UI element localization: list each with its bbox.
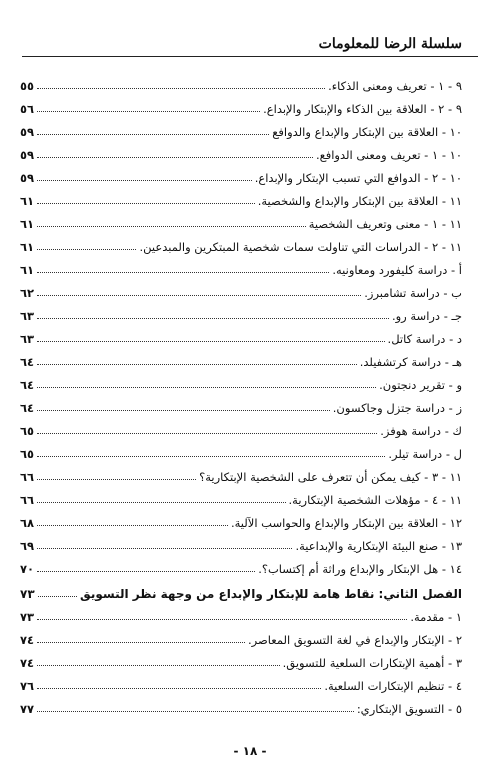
- entry-title: ٥ - التسويق الإبتكاري:: [356, 702, 462, 716]
- entry-title: ١٢ - العلاقة بين الإبتكار والإبداع والحواسب الآلية.: [230, 516, 462, 530]
- dot-leader: [37, 548, 292, 549]
- entry-page-number: ٦١: [20, 263, 35, 277]
- dot-leader: [38, 596, 77, 597]
- entry-title: ز - دراسة جتزل وجاكسون.: [332, 401, 462, 415]
- toc-entry: [20, 231, 462, 254]
- table-of-contents: [20, 70, 462, 716]
- toc-entry: [20, 601, 462, 624]
- dot-leader: [37, 387, 376, 388]
- entry-title: ٣ - أهمية الإبتكارات السلعية للتسويق.: [282, 656, 462, 670]
- entry-title: أ - دراسة كليفورد ومعاونيه.: [332, 263, 462, 277]
- toc-entry: [20, 415, 462, 438]
- entry-page-number: ٦٥: [20, 447, 35, 461]
- header-divider: [22, 56, 478, 57]
- entry-title: جـ - دراسة رو.: [391, 309, 462, 323]
- toc-entry: [20, 392, 462, 415]
- entry-page-number: ٧٠: [20, 562, 35, 576]
- dot-leader: [37, 249, 136, 250]
- dot-leader: [37, 571, 255, 572]
- entry-page-number: ٥٥: [20, 79, 35, 93]
- page-header: [0, 0, 500, 58]
- entry-page-number: ٦٣: [20, 309, 35, 323]
- dot-leader: [37, 665, 280, 666]
- dot-leader: [37, 88, 325, 89]
- entry-page-number: ٦٦: [20, 493, 35, 507]
- toc-entry: [20, 300, 462, 323]
- dot-leader: [37, 364, 357, 365]
- dot-leader: [37, 157, 313, 158]
- entry-page-number: ٧٦: [20, 679, 35, 693]
- entry-title: ١٠ - ١ - تعريف ومعنى الدوافع.: [315, 148, 462, 162]
- dot-leader: [37, 134, 269, 135]
- dot-leader: [37, 688, 321, 689]
- chapter-heading: الفصل الثاني: نقاط هامة للإبتكار والإبداع من وجهة نظر التسويق: [80, 587, 462, 601]
- toc-entry: [20, 254, 462, 277]
- entry-title: ٩ - ١ - تعريف ومعنى الذكاء.: [328, 79, 462, 93]
- toc-entry: [20, 162, 462, 185]
- toc-entry: [20, 507, 462, 530]
- entry-page-number: ٦٤: [20, 401, 35, 415]
- entry-page-number: ٦٥: [20, 424, 35, 438]
- entry-title: ك - دراسة هوفز.: [380, 424, 462, 438]
- toc-entry: [20, 70, 462, 93]
- entry-page-number: ٦٨: [20, 516, 35, 530]
- toc-entry: [20, 369, 462, 392]
- dot-leader: [37, 711, 354, 712]
- toc-entry: [20, 693, 462, 716]
- toc-entry: [20, 670, 462, 693]
- entry-title: ل - دراسة تيلر.: [388, 447, 462, 461]
- toc-entry: [20, 139, 462, 162]
- dot-leader: [37, 295, 361, 296]
- toc-entry: [20, 277, 462, 300]
- dot-leader: [37, 203, 255, 204]
- dot-leader: [37, 502, 285, 503]
- dot-leader: [37, 619, 407, 620]
- entry-title: د - دراسة كاتل.: [387, 332, 462, 346]
- entry-page-number: ٧٤: [20, 633, 35, 647]
- dot-leader: [37, 642, 245, 643]
- toc-entry: [20, 116, 462, 139]
- entry-title: ١٣ - صنع البيئة الإبتكارية والإبداعية.: [295, 539, 462, 553]
- toc-entry: [20, 624, 462, 647]
- dot-leader: [37, 318, 389, 319]
- toc-entry: [20, 323, 462, 346]
- toc-entry: [20, 530, 462, 553]
- entry-page-number: ٦١: [20, 217, 35, 231]
- entry-page-number: ٦١: [20, 194, 35, 208]
- entry-title: ٩ - ٢ - العلاقة بين الذكاء والإبتكار والإبداع.: [263, 102, 462, 116]
- entry-title: ١١ - العلاقة بين الإبتكار والإبداع والشخصية.: [257, 194, 462, 208]
- toc-entry: [20, 208, 462, 231]
- dot-leader: [37, 410, 330, 411]
- toc-entry: [20, 484, 462, 507]
- entry-title: ١١ - ١ - معنى وتعريف الشخصية: [308, 217, 462, 231]
- entry-title: ١٤ - هل الإبتكار والإبداع وراثة أم إكتساب؟.: [258, 562, 462, 576]
- page-number: - ١٨ -: [233, 744, 267, 758]
- series-title: سلسلة الرضا للمعلومات: [318, 36, 462, 52]
- chapter-heading-row: [20, 576, 462, 601]
- dot-leader: [37, 479, 196, 480]
- toc-entry: [20, 93, 462, 116]
- entry-title: ١١ - ٤ - مؤهلات الشخصية الإبتكارية.: [288, 493, 462, 507]
- toc-entry: [20, 438, 462, 461]
- entry-page-number: ٦٤: [20, 378, 35, 392]
- dot-leader: [37, 111, 260, 112]
- entry-title: و - تقرير دنجتون.: [379, 378, 462, 392]
- entry-title: ب - دراسة تشامبرز.: [364, 286, 462, 300]
- entry-title: ١٠ - ٢ - الدوافع التي تسبب الإبتكار والإبداع.: [254, 171, 462, 185]
- toc-entry: [20, 553, 462, 576]
- entry-page-number: ٥٩: [20, 148, 35, 162]
- entry-title: ١١ - ٣ - كيف يمكن أن تتعرف على الشخصية الإبتكارية؟: [199, 470, 462, 484]
- dot-leader: [37, 180, 252, 181]
- toc-entry: [20, 185, 462, 208]
- toc-entry: [20, 461, 462, 484]
- entry-page-number: ٦٤: [20, 355, 35, 369]
- dot-leader: [37, 341, 385, 342]
- dot-leader: [37, 456, 385, 457]
- entry-title: ٢ - الإبتكار والإبداع في لغة التسويق المعاصر.: [248, 633, 462, 647]
- dot-leader: [37, 433, 377, 434]
- entry-title: ١١ - ٢ - الدراسات التي تناولت سمات شخصية المبتكرين والمبدعين.: [139, 240, 462, 254]
- entry-title: ٤ - تنظيم الإبتكارات السلعية.: [324, 679, 462, 693]
- entry-page-number: ٦١: [20, 240, 35, 254]
- entry-title: هـ - دراسة كرتشفيلد.: [359, 355, 462, 369]
- entry-page-number: ٧٤: [20, 656, 35, 670]
- entry-page-number: ٦٣: [20, 332, 35, 346]
- dot-leader: [37, 525, 228, 526]
- toc-entries: [20, 70, 462, 576]
- entry-page-number: ٦٩: [20, 539, 35, 553]
- chapter-page-number: ٧٣: [20, 587, 35, 601]
- entry-page-number: ٦٢: [20, 286, 35, 300]
- toc-entry: [20, 346, 462, 369]
- dot-leader: [37, 226, 306, 227]
- entry-page-number: ٥٦: [20, 102, 35, 116]
- entry-title: ١٠ - العلاقة بين الإبتكار والإبداع والدوافع: [272, 125, 462, 139]
- dot-leader: [37, 272, 329, 273]
- chapter-entries: [20, 601, 462, 716]
- entry-page-number: ٥٩: [20, 125, 35, 139]
- entry-page-number: ٦٦: [20, 470, 35, 484]
- entry-page-number: ٧٧: [20, 702, 35, 716]
- toc-entry: [20, 647, 462, 670]
- entry-title: ١ - مقدمة.: [410, 610, 462, 624]
- entry-page-number: ٥٩: [20, 171, 35, 185]
- entry-page-number: ٧٣: [20, 610, 35, 624]
